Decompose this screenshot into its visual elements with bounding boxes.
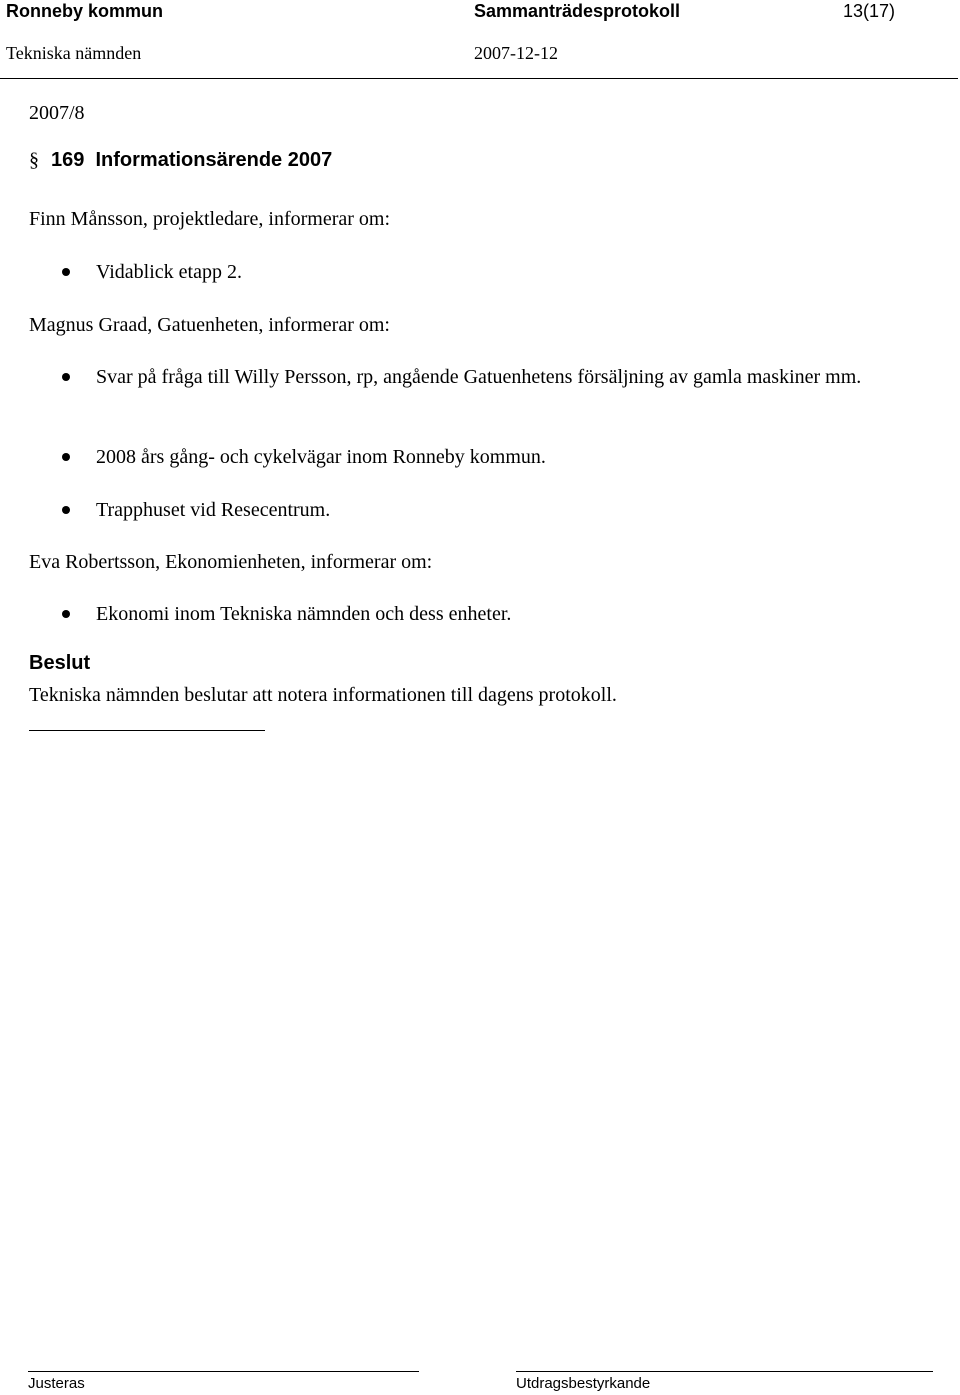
list-item-text: Svar på fråga till Willy Persson, rp, angående Gatuenhetens försäljning av gamla maskiner mm. [96, 366, 862, 388]
decision-heading: Beslut [29, 652, 91, 674]
bullet-icon [62, 453, 70, 461]
page-number: 13(17) [843, 1, 896, 21]
signature-line-justeras [28, 1371, 419, 1372]
board-name: Tekniska nämnden [6, 43, 142, 63]
diary-number: 2007/8 [29, 102, 85, 124]
municipality-name: Ronneby kommun [6, 1, 164, 21]
list-item-text: Trapphuset vid Resecentrum. [96, 499, 331, 521]
meeting-date: 2007-12-12 [474, 43, 558, 63]
section-title: 169 Informationsärende 2007 [51, 149, 333, 171]
speaker-intro: Eva Robertsson, Ekonomienheten, informerar om: [29, 551, 433, 573]
signature-line-utdrag [516, 1371, 933, 1372]
footer-justeras-label: Justeras [28, 1375, 85, 1392]
list-item-text: 2008 års gång- och cykelvägar inom Ronneby kommun. [96, 446, 546, 468]
list-item-text: Ekonomi inom Tekniska nämnden och dess enheter. [96, 603, 512, 625]
footer-utdrag-label: Utdragsbestyrkande [516, 1375, 651, 1392]
bullet-icon [62, 610, 70, 618]
bullet-icon [62, 373, 70, 381]
header-divider [0, 78, 958, 79]
speaker-intro: Magnus Graad, Gatuenheten, informerar om: [29, 314, 390, 336]
document-type: Sammanträdesprotokoll [474, 1, 681, 21]
decision-text: Tekniska nämnden beslutar att notera informationen till dagens protokoll. [29, 684, 617, 706]
section-symbol: § [29, 149, 39, 171]
bullet-icon [62, 506, 70, 514]
speaker-intro: Finn Månsson, projektledare, informerar om: [29, 208, 391, 230]
end-divider [29, 730, 265, 731]
bullet-icon [62, 268, 70, 276]
section-heading [29, 147, 332, 173]
list-item-text: Vidablick etapp 2. [96, 261, 242, 283]
